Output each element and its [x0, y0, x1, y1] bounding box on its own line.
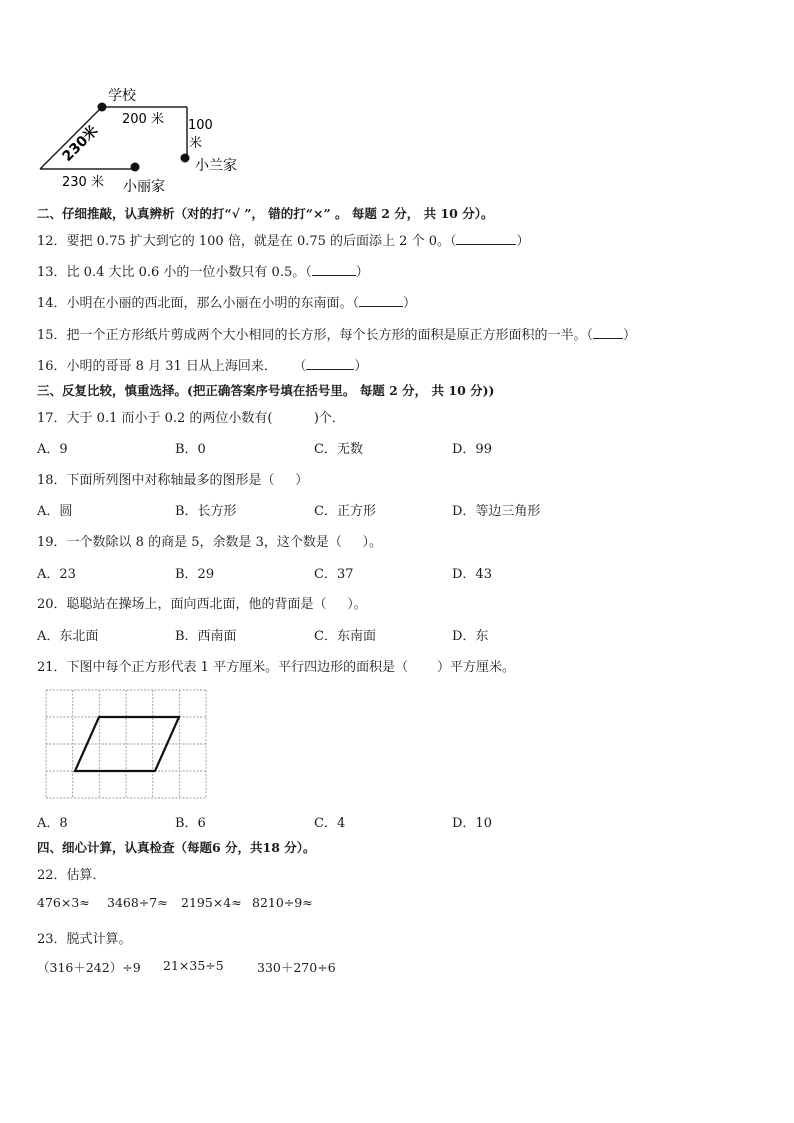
- q20-option-d[interactable]: D．东: [452, 629, 489, 644]
- grid-parallelogram-figure: [42, 686, 212, 802]
- question-12-text: 12．要把 0.75 扩大到它的 100 倍，就是在 0.75 的后面添上 2 个 0。（: [37, 234, 457, 249]
- question-14-end: ）: [403, 296, 417, 311]
- q19-option-b[interactable]: B．29: [175, 567, 215, 582]
- question-12: [37, 230, 530, 249]
- q21-option-d[interactable]: D．10: [452, 816, 492, 831]
- dist-right-unit: 米: [189, 136, 203, 151]
- school-dot: [98, 103, 107, 112]
- q21-option-c[interactable]: C．4: [314, 816, 346, 831]
- q17-option-d[interactable]: D．99: [452, 442, 492, 457]
- calc-item-1: （316＋242）÷9: [37, 960, 141, 975]
- question-15-text: 15．把一个正方形纸片剪成两个大小相同的长方形，每个长方形的面积是原正方形面积的一半。（: [37, 328, 594, 343]
- question-12-end: ）: [516, 234, 530, 249]
- calc-item-3: 330＋270÷6: [257, 960, 336, 975]
- question-15: [37, 324, 636, 343]
- q19-option-c[interactable]: C．37: [314, 567, 354, 582]
- estimate-item-1: 476×3≈: [37, 895, 90, 910]
- answer-blank-13[interactable]: [312, 263, 356, 276]
- answer-blank-15[interactable]: [593, 326, 623, 339]
- section3-title: 三、反复比较，慎重选择。(把正确答案序号填在括号里。 每题 2 分， 共 10 分)): [37, 383, 495, 398]
- dist-bottom-label: 230 米: [62, 175, 104, 190]
- question-23: 23．脱式计算。: [37, 932, 132, 947]
- estimate-item-4: 8210÷9≈: [252, 895, 313, 910]
- q21-option-a[interactable]: A．8: [37, 816, 68, 831]
- calc-item-2: 21×35÷5: [163, 958, 224, 973]
- estimate-item-2: 3468÷7≈: [107, 895, 168, 910]
- question-13: [37, 261, 369, 280]
- question-16-text: 16．小明的哥哥 8 月 31 日从上海回来． （: [37, 359, 307, 374]
- q18-option-a[interactable]: A．圆: [37, 504, 73, 519]
- school-label: 学校: [108, 88, 136, 104]
- xiaoli-home-dot: [131, 163, 140, 172]
- question-17: 17．大于 0.1 而小于 0.2 的两位小数有( )个．: [37, 411, 345, 426]
- question-13-text: 13．比 0.4 大比 0.6 小的一位小数只有 0.5。（: [37, 265, 312, 280]
- section2-title: 二、仔细推敲，认真辨析（对的打“√ ”， 错的打“×” 。 每题 2 分， 共 10 分）。: [37, 206, 494, 221]
- question-22: 22．估算．: [37, 868, 106, 883]
- answer-blank-16[interactable]: [306, 357, 354, 370]
- q17-option-a[interactable]: A．9: [37, 442, 68, 457]
- question-16-end: ）: [354, 359, 368, 374]
- question-13-end: ）: [355, 265, 369, 280]
- q21-option-b[interactable]: B．6: [175, 816, 206, 831]
- xiaoli-home-label: 小丽家: [123, 179, 165, 195]
- question-14-text: 14．小明在小丽的西北面，那么小丽在小明的东南面。（: [37, 296, 360, 311]
- estimate-item-3: 2195×4≈: [181, 895, 242, 910]
- xiaolan-home-dot: [181, 154, 190, 163]
- q20-option-c[interactable]: C．东南面: [314, 629, 376, 644]
- question-14: [37, 292, 416, 311]
- answer-blank-14[interactable]: [359, 294, 403, 307]
- q19-option-d[interactable]: D．43: [452, 567, 492, 582]
- route-map-diagram: [30, 80, 260, 200]
- question-15-end: ）: [623, 328, 637, 343]
- q19-option-a[interactable]: A．23: [37, 567, 76, 582]
- question-21: 21．下图中每个正方形代表 1 平方厘米。平行四边形的面积是（ ）平方厘米。: [37, 660, 516, 675]
- q18-option-b[interactable]: B．长方形: [175, 504, 237, 519]
- q18-option-c[interactable]: C．正方形: [314, 504, 376, 519]
- question-19: 19．一个数除以 8 的商是 5，余数是 3，这个数是（ ）。: [37, 535, 383, 550]
- q20-option-a[interactable]: A．东北面: [37, 629, 99, 644]
- q17-option-c[interactable]: C．无数: [314, 442, 363, 457]
- q20-option-b[interactable]: B．西南面: [175, 629, 237, 644]
- answer-blank-12[interactable]: [456, 232, 516, 245]
- question-20: 20．聪聪站在操场上，面向西北面，他的背面是（ ）。: [37, 597, 367, 612]
- q18-option-d[interactable]: D．等边三角形: [452, 504, 541, 519]
- dist-diag-label: 230米: [59, 122, 102, 165]
- section4-title: 四、细心计算，认真检查（每题6 分，共18 分）。: [37, 840, 316, 855]
- question-18: 18．下面所列图中对称轴最多的图形是（ ）: [37, 473, 309, 488]
- dist-top-label: 200 米: [122, 112, 164, 127]
- xiaolan-home-label: 小兰家: [195, 158, 237, 174]
- question-16: [37, 355, 367, 374]
- q17-option-b[interactable]: B．0: [175, 442, 206, 457]
- dist-right-number: 100: [188, 118, 213, 133]
